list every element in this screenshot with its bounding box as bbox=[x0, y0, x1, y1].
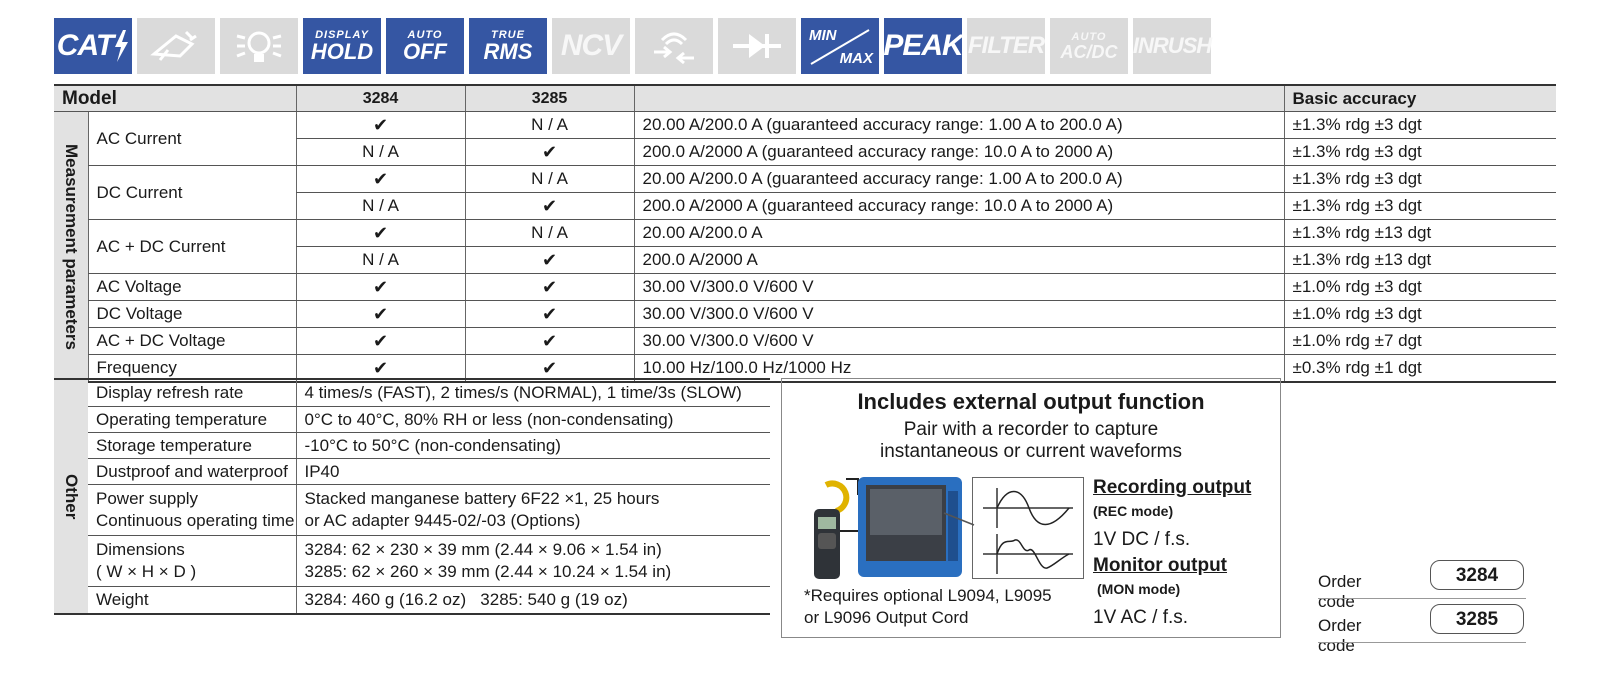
table-header bbox=[54, 85, 1556, 112]
param-name: AC Voltage bbox=[88, 274, 296, 301]
accuracy-cell: ±0.3% rdg ±1 dgt bbox=[1284, 355, 1556, 383]
cell-3285: N / A bbox=[465, 112, 634, 139]
recording-mode-label: (REC mode) bbox=[1093, 503, 1174, 519]
lightning-icon bbox=[113, 30, 129, 62]
light-bulb-icon bbox=[229, 26, 289, 66]
filter-badge: FILTER bbox=[967, 18, 1045, 74]
accuracy-cell: ±1.3% rdg ±3 dgt bbox=[1284, 166, 1556, 193]
spec-name: Operating temperature bbox=[88, 407, 296, 433]
accuracy-cell: ±1.0% rdg ±7 dgt bbox=[1284, 328, 1556, 355]
table-row bbox=[54, 587, 770, 615]
table-row bbox=[54, 274, 1556, 301]
peak-badge: PEAK bbox=[884, 18, 962, 74]
param-name: AC + DC Voltage bbox=[88, 328, 296, 355]
range-cell: 20.00 A/200.0 A (guaranteed accuracy range: 1.00 A to 200.0 A) bbox=[634, 166, 1284, 193]
model-3284-header: 3284 bbox=[296, 85, 465, 112]
accuracy-cell: ±1.0% rdg ±3 dgt bbox=[1284, 274, 1556, 301]
accuracy-cell: ±1.0% rdg ±3 dgt bbox=[1284, 301, 1556, 328]
spec-name: Weight bbox=[88, 587, 296, 615]
cat-badge: CAT bbox=[54, 18, 132, 74]
range-cell: 200.0 A/2000 A (guaranteed accuracy range: 10.0 A to 2000 A) bbox=[634, 139, 1284, 166]
table-row bbox=[54, 328, 1556, 355]
range-cell: 30.00 V/300.0 V/600 V bbox=[634, 328, 1284, 355]
cell-3284: ✔ bbox=[296, 274, 465, 301]
table-row bbox=[54, 536, 770, 587]
cell-3285: ✔ bbox=[465, 193, 634, 220]
cell-3284: ✔ bbox=[296, 301, 465, 328]
cell-3285: ✔ bbox=[465, 355, 634, 383]
table-row bbox=[54, 407, 770, 433]
monitor-mode-label: (MON mode) bbox=[1097, 581, 1181, 597]
hand-shock-icon bbox=[146, 26, 206, 66]
spec-value: Stacked manganese battery 6F22 ×1, 25 hours or AC adapter 9445-02/-03 (Options) bbox=[296, 485, 770, 536]
range-cell: 10.00 Hz/100.0 Hz/1000 Hz bbox=[634, 355, 1284, 383]
spec-value: 3284: 62 × 230 × 39 mm (2.44 × 9.06 × 1.54 in) 3285: 62 × 260 × 39 mm (2.44 × 10.24 × 1.54 in) bbox=[296, 536, 770, 587]
table-row bbox=[54, 166, 1556, 193]
range-cell: 200.0 A/2000 A bbox=[634, 247, 1284, 274]
external-output-subtitle: Pair with a recorder to capture instantaneous or current waveforms bbox=[879, 419, 1183, 462]
table-row bbox=[54, 459, 770, 485]
param-name: Frequency bbox=[88, 355, 296, 383]
order-code-divider bbox=[1318, 642, 1526, 643]
range-cell: 30.00 V/300.0 V/600 V bbox=[634, 301, 1284, 328]
cell-3284: ✔ bbox=[296, 112, 465, 139]
inrush-badge: INRUSH bbox=[1133, 18, 1211, 74]
cell-3284: N / A bbox=[296, 193, 465, 220]
spec-value: 4 times/s (FAST), 2 times/s (NORMAL), 1 time/3s (SLOW) bbox=[296, 379, 770, 407]
range-cell: 30.00 V/300.0 V/600 V bbox=[634, 274, 1284, 301]
diode-badge bbox=[718, 18, 796, 74]
accuracy-cell: ±1.3% rdg ±3 dgt bbox=[1284, 112, 1556, 139]
external-output-box bbox=[781, 378, 1281, 638]
spec-value: -10°C to 50°C (non-condensating) bbox=[296, 433, 770, 459]
output-cord-note: *Requires optional L9094, L9095 or L9096 Output Cord bbox=[804, 586, 1052, 627]
other-group-label: Other bbox=[54, 379, 88, 614]
auto-off-badge: AUTO OFF bbox=[386, 18, 464, 74]
accuracy-cell: ±1.3% rdg ±3 dgt bbox=[1284, 139, 1556, 166]
cell-3284: ✔ bbox=[296, 328, 465, 355]
measurement-group-label: Measurement parameters bbox=[54, 112, 88, 383]
safety-badge bbox=[137, 18, 215, 74]
spec-name: Dimensions ( W × H × D ) bbox=[88, 536, 296, 587]
recording-output-label: Recording output bbox=[1093, 477, 1252, 498]
recording-output-value: 1V DC / f.s. bbox=[1093, 529, 1191, 550]
min-max-badge: MIN MAX bbox=[801, 18, 879, 74]
other-specs-table bbox=[54, 378, 770, 615]
cell-3284: ✔ bbox=[296, 166, 465, 193]
backlight-badge bbox=[220, 18, 298, 74]
model-3285-header: 3285 bbox=[465, 85, 634, 112]
order-code-value: 3285 bbox=[1430, 604, 1524, 634]
cell-3284: ✔ bbox=[296, 355, 465, 383]
spec-name: Power supply Continuous operating time bbox=[88, 485, 296, 536]
cell-3285: N / A bbox=[465, 220, 634, 247]
spec-header bbox=[634, 85, 1284, 112]
wireless-transfer-icon bbox=[644, 26, 704, 66]
spec-name: Storage temperature bbox=[88, 433, 296, 459]
accuracy-header: Basic accuracy bbox=[1284, 85, 1556, 112]
param-name: AC Current bbox=[88, 112, 296, 166]
accuracy-cell: ±1.3% rdg ±13 dgt bbox=[1284, 220, 1556, 247]
auto-acdc-badge: AUTO AC/DC bbox=[1050, 18, 1128, 74]
waveform-panel bbox=[972, 477, 1084, 579]
ncv-badge: NCV bbox=[552, 18, 630, 74]
table-row bbox=[54, 485, 770, 536]
spec-value: 0°C to 40°C, 80% RH or less (non-condensating) bbox=[296, 407, 770, 433]
table-row bbox=[54, 220, 1556, 247]
spec-name: Dustproof and waterproof bbox=[88, 459, 296, 485]
range-cell: 200.0 A/2000 A (guaranteed accuracy range: 10.0 A to 2000 A) bbox=[634, 193, 1284, 220]
cell-3285: ✔ bbox=[465, 247, 634, 274]
cell-3285: ✔ bbox=[465, 139, 634, 166]
diode-icon bbox=[727, 26, 787, 66]
model-header: Model bbox=[54, 85, 296, 112]
range-cell: 20.00 A/200.0 A (guaranteed accuracy range: 1.00 A to 200.0 A) bbox=[634, 112, 1284, 139]
table-row bbox=[54, 433, 770, 459]
table-row bbox=[54, 301, 1556, 328]
cell-3285: ✔ bbox=[465, 328, 634, 355]
param-name: DC Voltage bbox=[88, 301, 296, 328]
param-name: AC + DC Current bbox=[88, 220, 296, 274]
cell-3284: N / A bbox=[296, 247, 465, 274]
cell-3284: N / A bbox=[296, 139, 465, 166]
cell-3285: ✔ bbox=[465, 301, 634, 328]
slash-icon bbox=[801, 18, 879, 74]
table-row bbox=[54, 379, 770, 407]
monitor-output-value: 1V AC / f.s. bbox=[1093, 607, 1189, 628]
spec-value: IP40 bbox=[296, 459, 770, 485]
feature-badges bbox=[54, 18, 1211, 74]
spec-value: 3284: 460 g (16.2 oz) 3285: 540 g (19 oz) bbox=[296, 587, 770, 615]
cell-3285: N / A bbox=[465, 166, 634, 193]
true-rms-badge: TRUE RMS bbox=[469, 18, 547, 74]
order-code-label: Order code bbox=[1318, 572, 1362, 611]
external-output-title: Includes external output function bbox=[857, 389, 1205, 414]
spec-name: Display refresh rate bbox=[88, 379, 296, 407]
order-code-divider bbox=[1318, 598, 1526, 599]
pointer-icon bbox=[942, 507, 982, 537]
accuracy-cell: ±1.3% rdg ±3 dgt bbox=[1284, 193, 1556, 220]
param-name: DC Current bbox=[88, 166, 296, 220]
measurement-table bbox=[54, 84, 1556, 383]
table-row bbox=[54, 112, 1556, 139]
display-hold-badge: DISPLAY HOLD bbox=[303, 18, 381, 74]
order-code-label: Order code bbox=[1318, 616, 1362, 655]
waveform-icon bbox=[973, 478, 1083, 578]
wireless-badge bbox=[635, 18, 713, 74]
accuracy-cell: ±1.3% rdg ±13 dgt bbox=[1284, 247, 1556, 274]
cell-3285: ✔ bbox=[465, 274, 634, 301]
range-cell: 20.00 A/200.0 A bbox=[634, 220, 1284, 247]
monitor-output-label: Monitor output bbox=[1093, 555, 1228, 576]
cell-3284: ✔ bbox=[296, 220, 465, 247]
order-code-value: 3284 bbox=[1430, 560, 1524, 590]
